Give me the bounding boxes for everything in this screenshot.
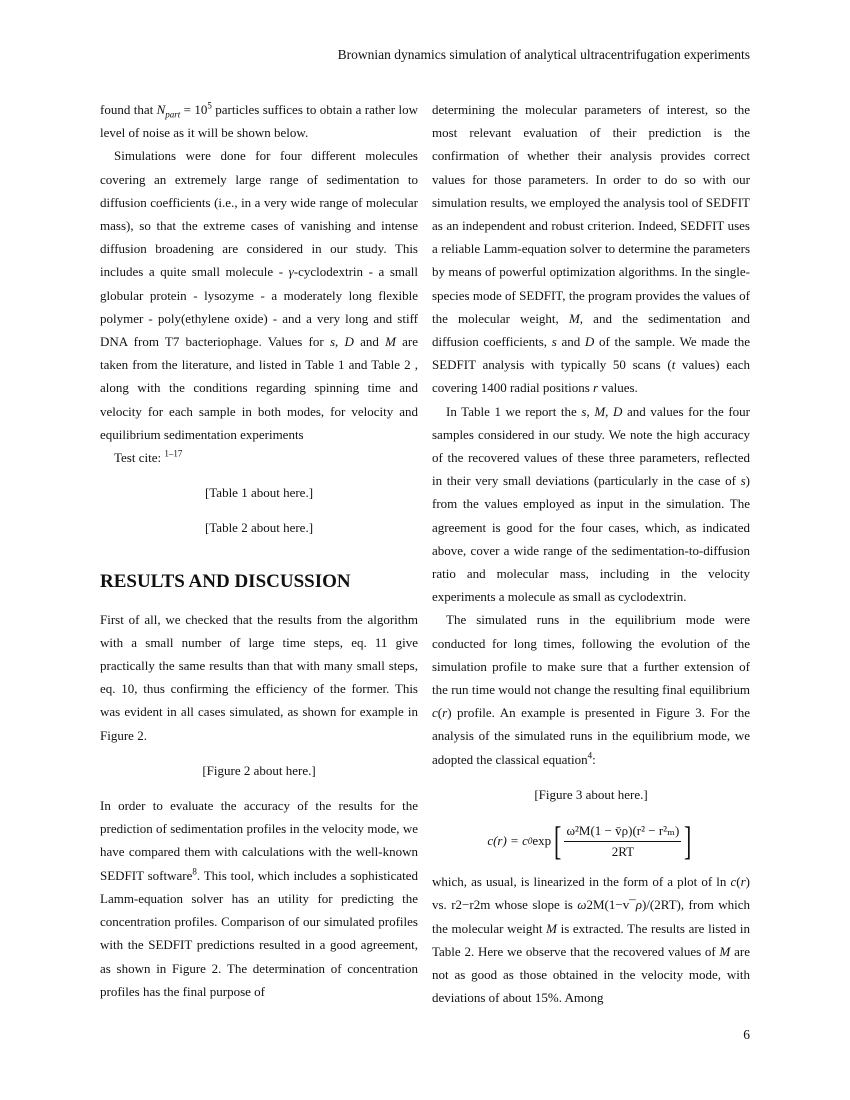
equation: c(r) = c 0 exp [ $\frac{\text{ω²M(1 − v̄ρ)(r² − r²ₘ)}}{2RT}$ ]: [487, 818, 692, 864]
paragraph: found that $N_{part} = 10^5$ particles suffices to obtain a rather low level of noise as it will be shown below.: [100, 100, 418, 141]
paragraph: Test cite: $^{1-17}$: [114, 448, 183, 466]
figure-placeholder: [Figure 3 about here.]: [534, 786, 648, 802]
right-bracket: ]: [684, 818, 692, 864]
page-number: 6: [743, 1027, 750, 1042]
left-column: [100, 98, 418, 1003]
section-heading: RESULTS AND DISCUSSION: [100, 570, 351, 592]
paragraph: In order to evaluate the accuracy of the results for the prediction of sedimentation profiles in the velocity mode, we have compared them with calculations with the well-known SEDFIT software$^8$. This tool, which includes a sophisticated Lamm-equation solver has an utility for predicting the concentration profiles. Comparison of our simulated profiles with the SEDFIT predictions resulted in a good agreement, as shown in Figure 2. The determination of concentration profiles has the final purpose of: [100, 798, 418, 999]
running-title: Brownian dynamics simulation of analytical ultracentrifugation experiments: [337, 47, 750, 62]
equation-fraction: $\frac{\text{ω²M(1 − v̄ρ)(r² − r²ₘ)}}{2RT}$: [566, 822, 680, 859]
table-placeholder: [Table 2 about here.]: [204, 520, 314, 536]
paragraph: First of all, we checked that the results from the algorithm with a small number of large time steps, eq. 11 give practically the same results than that with many small steps, eq. 10, thus confirming the efficiency of the former. This was evident in all cases simulated, as shown for example in Figure 2.: [100, 611, 418, 743]
paragraph: Simulations were done for four different molecules covering an extremely large range of sedimentation to diffusion coefficients (i.e., in a very wide range of molecular mass), so that the extreme cases of vanishing and intense diffusion broadening are considered in our study. This includes a quite small molecule - γ-cyclodextrin - a small globular protein - lysozyme - a moderately long flexible polymer - poly(ethylene oxide) - and a very long and stiff DNA from T7 bacteriophage. Values for s, D and M are taken from the literature, and listed in Table 1 and Table 2 , along with the conditions regarding spinning time and velocity for each sample in both modes, for velocity and equilibrium sedimentation experiments: [100, 148, 418, 442]
paragraph: In Table 1 we report the s, M, D and values for the four samples considered in our study. We note the high accuracy of the recovered values of these three parameters, reflected in their very small deviations (particularly in the case of s) from the values employed as input in the simulation. The agreement is good for the four cases, which, as indicated above, cover a wide range of the sedimentation-to-diffusion ratio and molecular mass, including in the velocity experiments a molecule as small as cyclodextrin.: [432, 403, 751, 605]
figure-placeholder: [Figure 2 about here.]: [202, 762, 316, 778]
paragraph: which, as usual, is linearized in the form of a plot of ln c(r) vs. r2−r2m whose slope is ω2M(1−v¯ρ)/(2RT), from which the molecular weight M is extracted. The results are listed in Table 2. Here we observe that the recovered values of M are not as good as those obtained in the velocity mode, with deviations of about 15%. Among: [432, 874, 751, 1006]
paragraph: determining the molecular parameters of interest, so the most relevant evaluation of their prediction is the confirmation of whether their analysis provides correct values for those parameters. In order to do so with our simulation results, we employed the analysis tool of SEDFIT as an independent and robust criterion. Indeed, SEDFIT uses a reliable Lamm-equation solver to determine the parameters by means of powerful optimization algorithms. In the single-species mode of SEDFIT, the program provides the values of the molecular weight, M, and the sedimentation and diffusion coefficients, s and D of the sample. We made the SEDFIT analysis with typically 50 scans (t values) each covering 1400 radial positions r values.: [432, 102, 750, 396]
left-bracket: [: [554, 818, 562, 864]
table-placeholder: [Table 1 about here.]: [204, 485, 314, 501]
paragraph: The simulated runs in the equilibrium mode were conducted for long times, following the evolution of the simulation profile to make sure that a further extension of the run time would not change the resulting final equilibrium c(r) profile. An example is presented in Figure 3. For the analysis of the simulated runs in the equilibrium mode, we adopted the classical equation$^4$:: [432, 612, 750, 767]
right-column: [432, 98, 750, 1009]
